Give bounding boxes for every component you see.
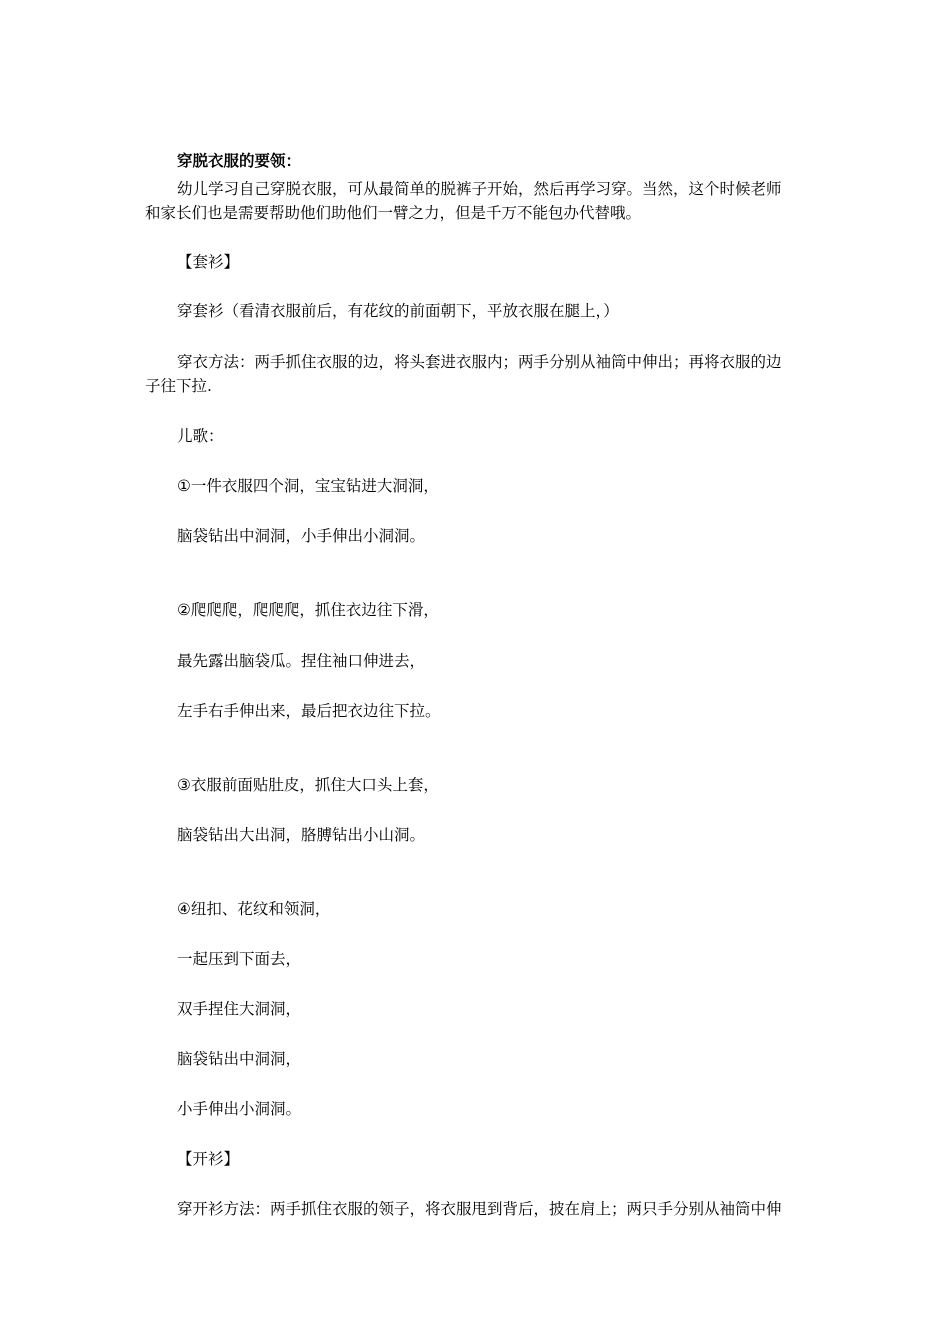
rhyme-1-line-1: ①一件衣服四个洞，宝宝钻进大洞洞，	[177, 477, 439, 495]
section-cardigan: 【开衫】	[177, 1150, 240, 1168]
intro-line-2: 和家长们也是需要帮助他们助他们一臂之力，但是千万不能包办代替哦。	[145, 204, 642, 222]
method-line-2: 子往下拉.	[145, 377, 212, 395]
rhyme-2-line-1: ②爬爬爬，爬爬爬，抓住衣边往下滑，	[177, 601, 439, 619]
rhyme-2-line-3: 左手右手伸出来，最后把衣边往下拉。	[177, 702, 441, 720]
rhyme-1-line-2: 脑袋钻出中洞洞，小手伸出小洞洞。	[177, 527, 426, 545]
rhyme-3-line-2: 脑袋钻出大出洞，胳膊钻出小山洞。	[177, 826, 426, 844]
rhyme-4-line-4: 脑袋钻出中洞洞，	[177, 1050, 302, 1068]
rhyme-label: 儿歌：	[177, 427, 224, 445]
rhyme-4-line-5: 小手伸出小洞洞。	[177, 1100, 302, 1118]
rhyme-4-line-2: 一起压到下面去，	[177, 950, 302, 968]
rhyme-2-line-2: 最先露出脑袋瓜。捏住袖口伸进去，	[177, 652, 426, 670]
cardigan-method: 穿开衫方法：两手抓住衣服的领子，将衣服甩到背后，披在肩上；两只手分别从袖筒中伸	[177, 1200, 782, 1218]
heading: 穿脱衣服的要领：	[177, 152, 302, 170]
rhyme-4-line-1: ④纽扣、花纹和领洞，	[177, 900, 331, 918]
pullover-note: 穿套衫（看清衣服前后，有花纹的前面朝下，平放衣服在腿上，）	[177, 302, 619, 320]
section-pullover: 【套衫】	[177, 253, 240, 271]
rhyme-4-line-3: 双手捏住大洞洞，	[177, 1000, 302, 1018]
method-line-1: 穿衣方法：两手抓住衣服的边，将头套进衣服内；两手分别从袖筒中伸出；再将衣服的边	[177, 353, 782, 371]
rhyme-3-line-1: ③衣服前面贴肚皮，抓住大口头上套，	[177, 776, 439, 794]
intro-line-1: 幼儿学习自己穿脱衣服，可从最简单的脱裤子开始，然后再学习穿。当然，这个时候老师	[177, 180, 782, 198]
